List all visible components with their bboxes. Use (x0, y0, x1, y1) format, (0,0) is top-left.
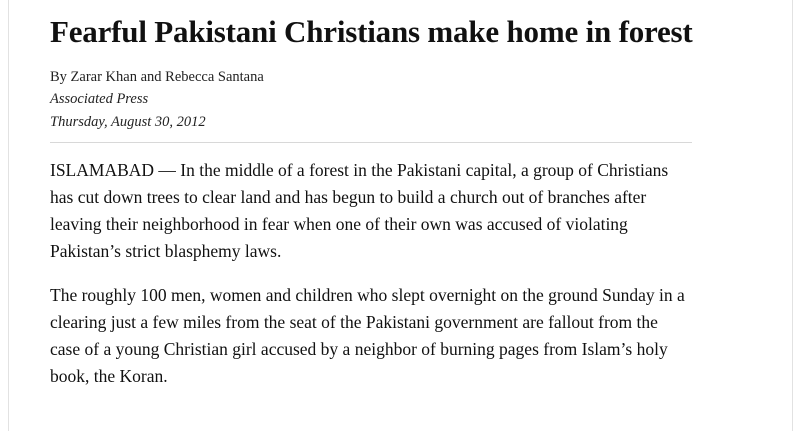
article-paragraph: ISLAMABAD — In the middle of a forest in the Pakistani capital, a group of Christians has cut down trees to clear land and has begun to build a church out of branches after leaving their neighborhood in fear when one of their own was accused of violating Pakistan’s strict blasphemy laws. (50, 160, 669, 261)
article-date: Thursday, August 30, 2012 (50, 113, 206, 130)
article-container (50, 14, 698, 390)
article-headline: Fearful Pakistani Christians make home in forest (50, 14, 693, 49)
article-body (50, 157, 698, 390)
article-source: Associated Press (50, 91, 149, 108)
article-meta (50, 66, 692, 143)
page-right-margin (792, 0, 801, 431)
page-left-margin (0, 0, 9, 431)
article-paragraph: The roughly 100 men, women and children who slept overnight on the ground Sunday in a clearing just a few miles from the seat of the Pakistani government are fallout from the case of a young Christian girl accused by a neighbor of burning pages from Islam’s holy book, the Koran. (50, 284, 685, 386)
article-byline: By Zarar Khan and Rebecca Santana (50, 68, 264, 85)
